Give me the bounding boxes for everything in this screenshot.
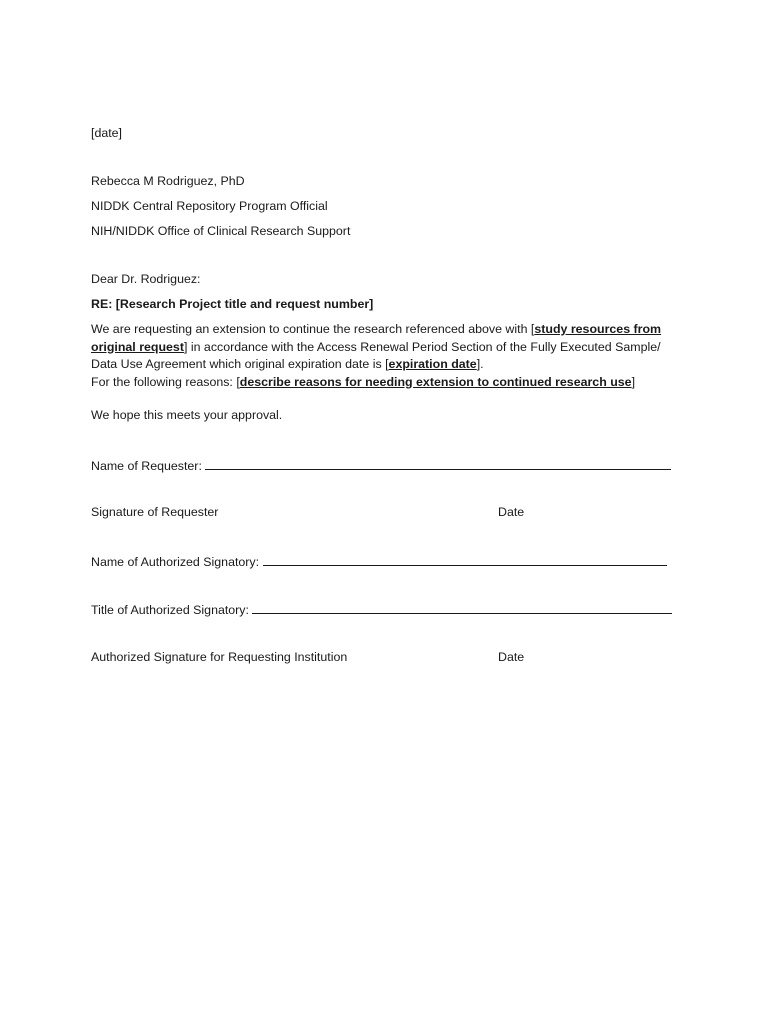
body-text: ]. (476, 357, 484, 371)
requester-date-label: Date (498, 505, 525, 519)
body-text: For the following reasons: [ (91, 374, 240, 389)
body-text: Data Use Agreement which original expiration date is [ (91, 357, 389, 371)
signatory-name-label: Name of Authorized Signatory: (91, 555, 260, 569)
signatory-title-row (91, 600, 672, 620)
signatory-name-row (91, 552, 667, 572)
institution-signature-label: Authorized Signature for Requesting Institution (91, 650, 348, 664)
placeholder-study-resources: study resources from (534, 322, 662, 336)
requester-signature-label: Signature of Requester (91, 505, 219, 519)
recipient-title: NIDDK Central Repository Program Official (91, 199, 328, 213)
body-text: We are requesting an extension to continue the research referenced above with [ (91, 322, 535, 336)
body-paragraph (91, 321, 681, 391)
body-line-2 (91, 339, 681, 357)
signatory-name-line[interactable] (263, 552, 667, 566)
body-line-4 (91, 374, 681, 392)
recipient-office: NIH/NIDDK Office of Clinical Research Support (91, 224, 351, 238)
requester-name-line[interactable] (205, 456, 671, 470)
requester-name-label: Name of Requester: (91, 459, 202, 473)
closing-line: We hope this meets your approval. (91, 408, 283, 422)
placeholder-original-request: original request (91, 339, 184, 354)
subject-line: RE: [Research Project title and request number] (91, 297, 374, 311)
body-text: ] in accordance with the Access Renewal Period Section of the Fully Executed Sample/ (183, 339, 661, 354)
placeholder-reasons: describe reasons for needing extension to continued research use (239, 374, 632, 389)
body-line-1 (91, 321, 681, 339)
institution-date-label: Date (498, 650, 525, 664)
date-placeholder: [date] (91, 126, 123, 140)
requester-name-row (91, 456, 671, 476)
signatory-title-line[interactable] (252, 600, 672, 614)
body-line-3 (91, 356, 681, 374)
recipient-name: Rebecca M Rodriguez, PhD (91, 174, 245, 188)
body-text: ] (631, 374, 636, 389)
signatory-title-label: Title of Authorized Signatory: (91, 603, 249, 617)
salutation: Dear Dr. Rodriguez: (91, 272, 201, 286)
placeholder-expiration-date: expiration date (388, 357, 477, 371)
